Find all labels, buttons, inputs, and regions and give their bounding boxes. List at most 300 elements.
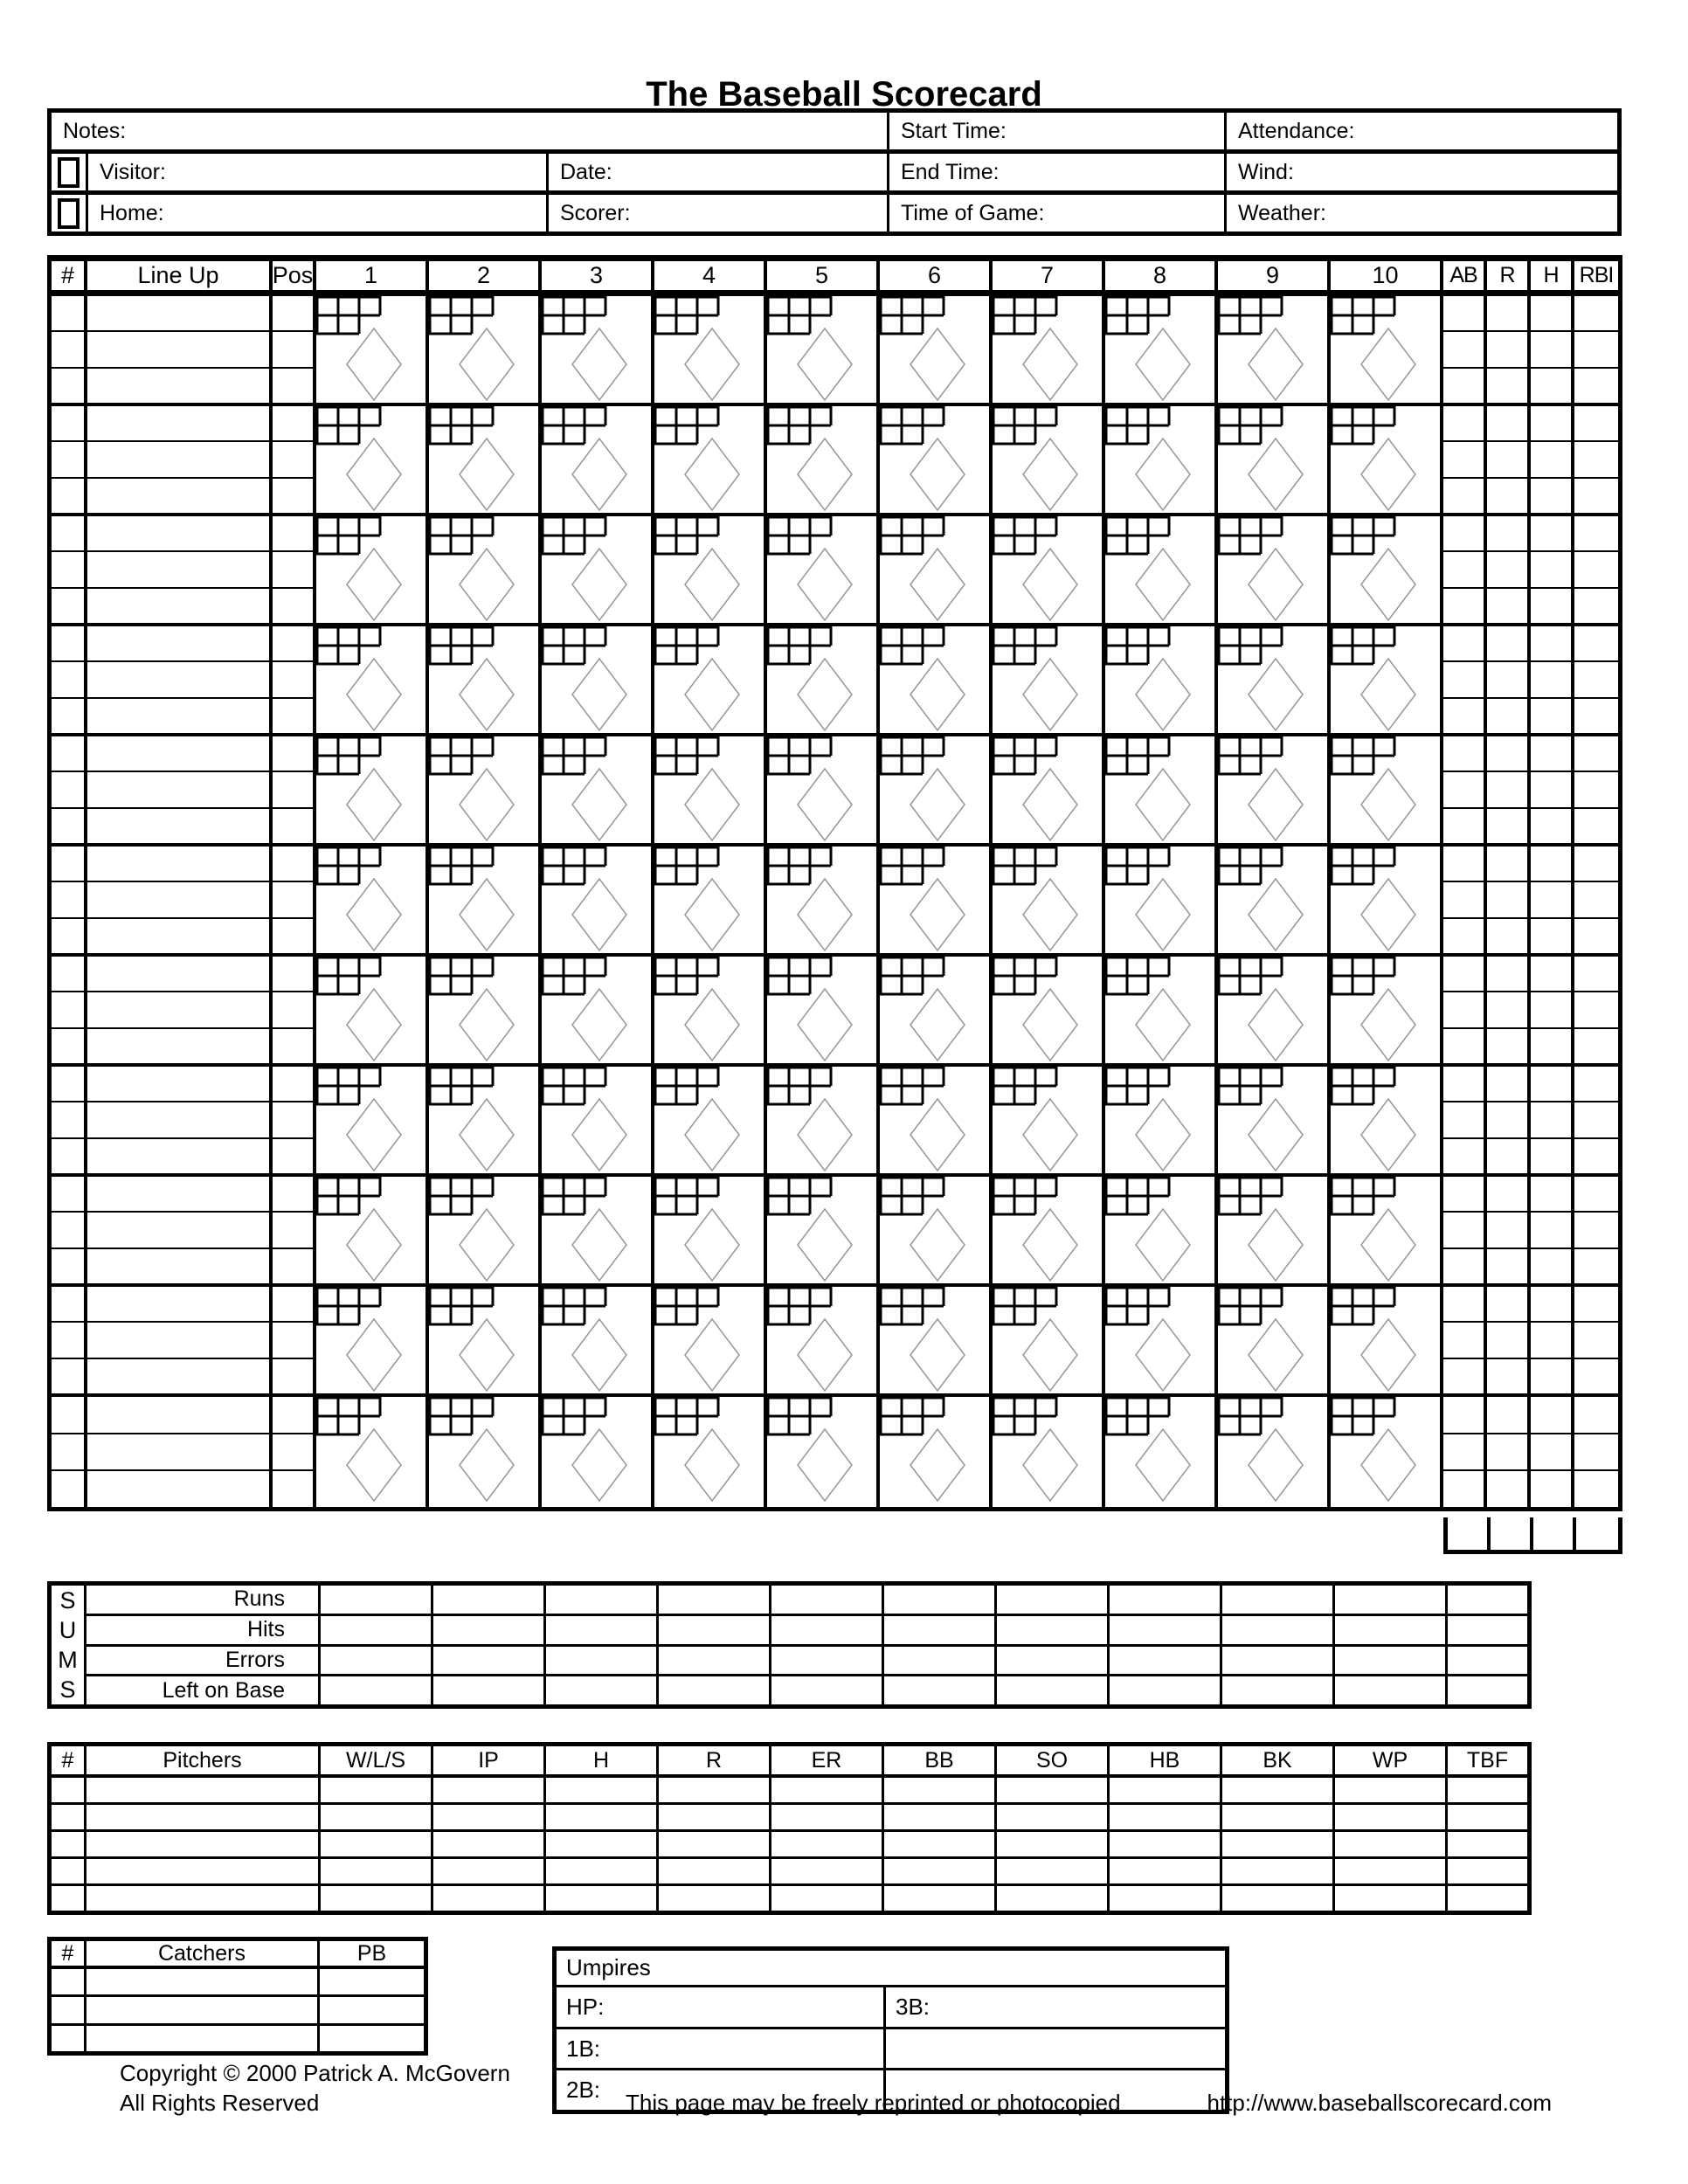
batter-stat-cell [1487,1397,1531,1507]
sums-inning-cell [1110,1586,1222,1614]
sub-row-line [52,1323,84,1358]
pitchers-table [47,1742,1532,1915]
inning-column-header: 7 [993,261,1105,290]
sub-row-line [1574,1434,1618,1472]
base-diamond-icon [571,1318,627,1392]
inning-column-header: 5 [767,261,880,290]
base-diamond-icon [797,768,853,841]
inning-scoring-cell [993,296,1105,403]
sub-row-line [87,442,269,478]
sub-row-line [52,1177,84,1213]
sub-row-line [1531,1213,1571,1248]
inning-scoring-cell [880,957,993,1063]
inning-scoring-cell [542,516,654,623]
inning-scoring-cell [880,1177,993,1283]
inning-scoring-cell [767,626,880,733]
batter-row [52,1177,1618,1287]
pitcher-number-cell [52,1859,86,1883]
base-diamond-icon [346,1428,402,1502]
batter-stat-cell [1574,406,1618,513]
sums-inning-cell [433,1676,546,1704]
inning-column-header: 8 [1105,261,1218,290]
inning-scoring-cell [1218,1287,1331,1393]
base-diamond-icon [1360,988,1416,1061]
inning-scoring-cell [993,1177,1105,1283]
pitcher-stat-cell [997,1832,1110,1856]
batter-stat-cell [1531,516,1574,623]
sub-row-line [1531,736,1571,772]
batter-stat-cell [1487,1177,1531,1283]
sub-row-line [1531,332,1571,368]
base-diamond-icon [1135,1318,1191,1392]
inning-scoring-cell [1331,516,1443,623]
scoring-grid [47,255,1622,1511]
position-cell [273,1397,316,1507]
base-diamond-icon [571,768,627,841]
batter-stat-cell [1487,626,1531,733]
pitcher-stat-header: W/L/S [321,1746,433,1774]
sub-row-line [1574,992,1618,1028]
attendance-field: Attendance: [1238,118,1355,143]
pitcher-row [52,1778,1527,1805]
sums-inning-cell [433,1616,546,1644]
sums-inning-cell [321,1676,433,1704]
pitcher-stat-header: H [546,1746,659,1774]
inning-scoring-cell [767,1287,880,1393]
base-diamond-icon [1135,1428,1191,1502]
sums-inning-cell [546,1676,659,1704]
sub-row-line [273,957,313,992]
batter-stat-cell [1574,1177,1618,1283]
inning-scoring-cell [542,626,654,733]
base-diamond-icon [1022,548,1078,621]
sub-row-line [52,772,84,808]
base-diamond-icon [1135,438,1191,511]
base-diamond-icon [1360,768,1416,841]
catcher-name-cell [86,1997,320,2022]
base-diamond-icon [459,1098,515,1171]
batter-stat-cell [1443,1287,1487,1393]
base-diamond-icon [346,988,402,1061]
pitcher-stat-header: BB [884,1746,997,1774]
pitcher-stat-header: BK [1222,1746,1335,1774]
sub-row-line [273,516,313,552]
sub-row-line [52,1434,84,1472]
umpires-title: Umpires [557,1951,1225,1987]
visitor-field: Visitor: [88,154,549,190]
sub-row-line [1574,1471,1618,1507]
lineup-name-cell [87,516,273,623]
inning-scoring-cell [1331,736,1443,843]
sums-inning-cell [1222,1616,1335,1644]
base-diamond-icon [797,878,853,951]
sub-row-line [1531,1287,1571,1323]
base-diamond-icon [1135,768,1191,841]
base-diamond-icon [1248,988,1304,1061]
sub-row-line [1531,1359,1571,1393]
catcher-name-cell [86,2026,320,2051]
batter-stat-cell [1443,957,1487,1063]
inning-scoring-cell [429,1287,542,1393]
inning-scoring-cell [429,406,542,513]
sums-inning-cell [771,1676,884,1704]
inning-column-header: 3 [542,261,654,290]
sums-inning-cell [771,1586,884,1614]
sub-row-line [87,1067,269,1102]
sums-row [86,1676,1527,1704]
sub-row-line [1443,1397,1484,1434]
pitcher-stat-cell [659,1859,771,1883]
catcher-name-cell [86,1969,320,1994]
base-diamond-icon [459,878,515,951]
batter-stat-cell [1531,626,1574,733]
end-time-field: End Time: [889,154,1227,190]
inning-scoring-cell [316,406,429,513]
pitcher-stat-cell [321,1805,433,1829]
sub-row-line [52,992,84,1028]
inning-scoring-cell [429,1067,542,1173]
pitcher-stat-cell [433,1805,546,1829]
inning-scoring-cell [1331,406,1443,513]
base-diamond-icon [346,548,402,621]
second-base-umpire-field: 2B: [557,2070,886,2110]
pitcher-stat-cell [546,1778,659,1802]
inning-scoring-cell [542,296,654,403]
inning-scoring-cell [654,847,767,953]
sub-row-line [1487,332,1527,368]
sums-row [86,1586,1527,1616]
sub-row-line [87,552,269,588]
base-diamond-icon [1360,438,1416,511]
base-diamond-icon [1248,438,1304,511]
catcher-pb-header: PB [356,1940,387,1966]
inning-scoring-cell [316,1067,429,1173]
sub-row-line [87,589,269,623]
base-diamond-icon [684,1318,740,1392]
inning-scoring-cell [316,516,429,623]
batter-row [52,1397,1618,1507]
sub-row-line [87,296,269,332]
sub-row-line [87,1323,269,1358]
sub-row-line [1574,1287,1618,1323]
base-diamond-icon [571,878,627,951]
pitcher-name-cell [86,1778,321,1802]
base-diamond-icon [1248,548,1304,621]
inning-scoring-cell [654,516,767,623]
pitcher-row [52,1805,1527,1832]
pitcher-stat-cell [771,1859,884,1883]
inning-scoring-cell [542,736,654,843]
visitor-checkbox-cell [52,154,88,190]
pitcher-number-cell [52,1886,86,1911]
inning-scoring-cell [542,1177,654,1283]
first-base-umpire-field: 1B: [557,2029,886,2069]
sub-row-line [1487,957,1527,992]
sub-row-line [1574,957,1618,992]
pitcher-stat-cell [1335,1886,1448,1911]
sub-row-line [1531,772,1571,808]
sums-inning-cell [997,1616,1110,1644]
start-time-field: Start Time: [889,113,1227,149]
sub-row-line [1443,1067,1484,1102]
sub-row-line [52,957,84,992]
sub-row-line [1443,882,1484,918]
sub-row-line [1531,919,1571,953]
inning-scoring-cell [880,1397,993,1507]
catcher-row [52,1969,424,1997]
inning-scoring-cell [1331,1287,1443,1393]
inning-column-header: 9 [1218,261,1331,290]
sub-row-line [1487,552,1527,588]
inning-scoring-cell [767,1397,880,1507]
sub-row-line [1531,479,1571,513]
batter-stat-cell [1487,957,1531,1063]
inning-scoring-cell [1331,296,1443,403]
inning-column-header: 1 [316,261,429,290]
batter-row [52,516,1618,626]
sub-row-line [52,1249,84,1283]
sub-row-line [273,1213,313,1248]
pitcher-stat-cell [1448,1778,1527,1802]
sub-row-line [52,1029,84,1063]
base-diamond-icon [571,988,627,1061]
sub-row-line [1443,479,1484,513]
batter-number-cell [52,736,87,843]
catcher-name-header: Catchers [86,1941,320,1966]
sub-row-line [1574,406,1618,442]
sub-row-line [1443,516,1484,552]
sums-inning-cell [546,1616,659,1644]
sub-row-line [1574,772,1618,808]
sub-row-line [1531,1249,1571,1283]
pitcher-stat-header: R [659,1746,771,1774]
base-diamond-icon [346,438,402,511]
inning-scoring-cell [1218,1067,1331,1173]
base-diamond-icon [459,658,515,731]
pitcher-stat-cell [321,1859,433,1883]
base-diamond-icon [910,1428,965,1502]
lineup-column-header: Line Up [87,261,273,290]
base-diamond-icon [459,438,515,511]
game-info-row [52,113,1617,154]
sub-row-line [273,442,313,478]
sub-row-line [273,809,313,843]
sub-row-line [87,699,269,733]
pitcher-row [52,1859,1527,1886]
inning-scoring-cell [654,1287,767,1393]
position-cell [273,296,316,403]
base-diamond-icon [797,658,853,731]
inning-scoring-cell [542,406,654,513]
sub-row-line [1531,1067,1571,1102]
sums-inning-cell [1335,1647,1448,1675]
base-diamond-icon [1360,548,1416,621]
lineup-name-cell [87,736,273,843]
team-total-cell [1491,1517,1533,1550]
inning-scoring-cell [993,626,1105,733]
sub-row-line [87,626,269,662]
base-diamond-icon [797,1208,853,1282]
sub-row-line [1487,736,1527,772]
inning-scoring-cell [429,847,542,953]
sub-row-line [52,662,84,698]
sums-inning-cell [659,1616,771,1644]
base-diamond-icon [1360,328,1416,401]
sums-inning-cell [1222,1676,1335,1704]
team-total-cell [1448,1517,1491,1550]
inning-scoring-cell [1331,1067,1443,1173]
pitcher-stat-cell [771,1778,884,1802]
pitchers-rows [52,1778,1527,1911]
inning-scoring-cell [429,957,542,1063]
sub-row-line [1487,1471,1527,1507]
sums-letters [52,1586,86,1704]
base-diamond-icon [910,988,965,1061]
sub-row-line [87,516,269,552]
inning-scoring-cell [880,516,993,623]
sub-row-line [1487,1434,1527,1472]
sub-row-line [87,1029,269,1063]
sums-inning-cell [546,1586,659,1614]
sub-row-line [52,369,84,403]
sub-row-line [1443,847,1484,882]
inning-scoring-cell [429,1397,542,1507]
sub-row-line [1574,626,1618,662]
inning-scoring-cell [429,296,542,403]
sums-inning-cell [884,1676,997,1704]
sub-row-line [273,847,313,882]
sub-row-line [52,406,84,442]
base-diamond-icon [797,438,853,511]
inning-column-header: 4 [654,261,767,290]
batter-stat-cell [1487,736,1531,843]
sub-row-line [87,332,269,368]
sums-inning-cell [884,1616,997,1644]
base-diamond-icon [1022,328,1078,401]
inning-scoring-cell [654,1067,767,1173]
inning-scoring-cell [654,1177,767,1283]
sub-row-line [52,847,84,882]
sub-row-line [1531,957,1571,992]
sub-row-line [1531,296,1571,332]
sub-row-line [1574,1249,1618,1283]
third-base-umpire-field: 3B: [896,1993,930,2020]
sub-row-line [273,332,313,368]
base-diamond-icon [571,328,627,401]
inning-scoring-cell [316,957,429,1063]
lineup-name-cell [87,1067,273,1173]
sums-row-label: Errors [86,1647,321,1675]
inning-scoring-cell [1218,1177,1331,1283]
sub-row-line [1487,1029,1527,1063]
inning-scoring-cell [880,736,993,843]
pitcher-stat-cell [884,1832,997,1856]
game-info-row [52,154,1617,195]
inning-scoring-cell [542,847,654,953]
pitcher-stat-cell [321,1832,433,1856]
sub-row-line [52,1471,84,1507]
sub-row-line [1487,479,1527,513]
sub-row-line [1531,1323,1571,1358]
inning-scoring-cell [767,957,880,1063]
position-cell [273,1067,316,1173]
sub-row-line [52,882,84,918]
base-diamond-icon [1135,328,1191,401]
pitcher-stat-cell [1110,1886,1222,1911]
pitcher-stat-header: HB [1110,1746,1222,1774]
sub-row-line [1487,1249,1527,1283]
pitcher-stat-cell [321,1778,433,1802]
sub-row-line [1443,1249,1484,1283]
inning-scoring-cell [767,847,880,953]
pitcher-stat-cell [997,1805,1110,1829]
pitcher-stat-header: SO [997,1746,1110,1774]
sub-row-line [52,1102,84,1138]
lineup-name-cell [87,957,273,1063]
inning-scoring-cell [1218,847,1331,953]
sub-row-line [1531,552,1571,588]
inning-scoring-cell [1218,957,1331,1063]
pitcher-stat-cell [771,1886,884,1911]
batter-stat-cell [1531,847,1574,953]
home-checkbox-cell [52,195,88,232]
sub-row-line [1443,1029,1484,1063]
sub-row-line [1443,406,1484,442]
base-diamond-icon [1022,988,1078,1061]
sub-row-line [52,736,84,772]
pitcher-stat-cell [997,1859,1110,1883]
inning-scoring-cell [1105,736,1218,843]
pitcher-stat-header: ER [771,1746,884,1774]
sub-row-line [273,296,313,332]
sub-row-line [1443,662,1484,698]
sums-inning-cell [1222,1586,1335,1614]
position-cell [273,406,316,513]
lineup-name-cell [87,1177,273,1283]
sub-row-line [273,589,313,623]
sub-row-line [1487,919,1527,953]
pitcher-row [52,1886,1527,1911]
sums-inning-cell [659,1676,771,1704]
base-diamond-icon [346,768,402,841]
base-diamond-icon [1248,1098,1304,1171]
base-diamond-icon [459,1208,515,1282]
batter-stat-cell [1443,516,1487,623]
sub-row-line [52,919,84,953]
batter-stat-cell [1487,847,1531,953]
lineup-name-cell [87,626,273,733]
sub-row-line [1574,662,1618,698]
base-diamond-icon [1022,878,1078,951]
batter-stat-cell [1531,736,1574,843]
sub-row-line [1574,589,1618,623]
batter-stat-cell [1443,1397,1487,1507]
sub-row-line [1574,1029,1618,1063]
sums-letter: U [59,1616,77,1643]
inning-scoring-cell [542,1287,654,1393]
sums-table [47,1581,1532,1709]
base-diamond-icon [459,1428,515,1502]
sums-inning-cell [321,1647,433,1675]
inning-scoring-cell [316,1397,429,1507]
sub-row-line [1487,626,1527,662]
sub-row-line [87,662,269,698]
sub-row-line [1443,992,1484,1028]
inning-scoring-cell [767,1067,880,1173]
sums-total-cell [1448,1647,1527,1675]
sub-row-line [1443,332,1484,368]
sub-row-line [1443,1213,1484,1248]
